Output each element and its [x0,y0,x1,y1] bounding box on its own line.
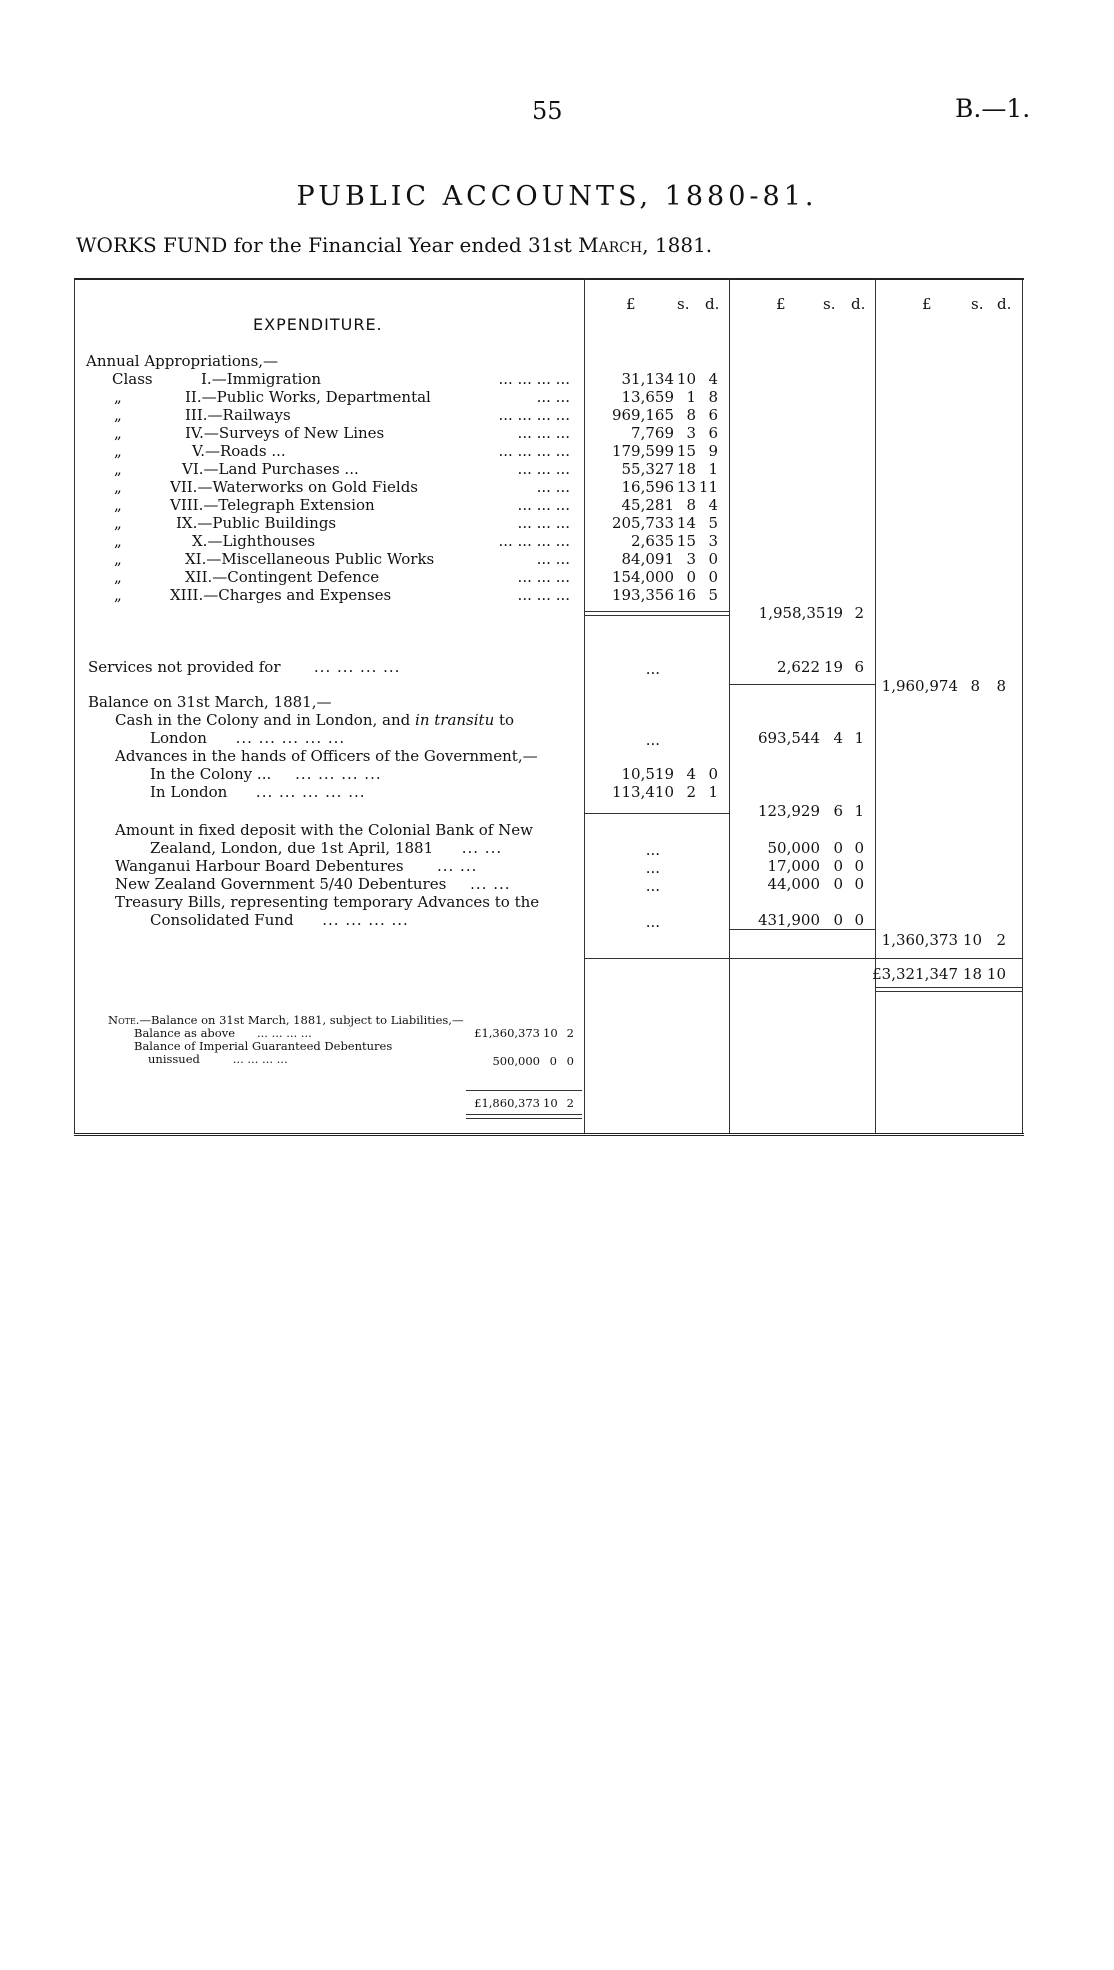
deposit-pounds: 50,000 [767,839,820,857]
note-total-pounds: £1,860,373 [474,1096,540,1110]
note-label: Note. [108,1013,140,1027]
note-total-shillings: 10 [543,1096,558,1110]
deposit-text: Zealand, London, due 1st April, 1881 [150,839,434,857]
balance-total-pence: 2 [996,931,1006,949]
wanganui-leader-dots: ... ... [436,857,478,875]
subtotal-pounds: 1,960,974 [881,677,958,695]
appropriation-leader-dots: ... ... ... ... [498,532,570,550]
appropriation-shillings: 8 [686,496,696,514]
appropriation-pounds: 55,327 [621,460,674,478]
appropriation-pounds: 84,091 [621,550,674,568]
wanganui-pence: 0 [854,857,864,875]
colony-leader-dots: ... ... ... ... [295,765,382,783]
appropriation-leader-dots: ... ... [536,388,570,406]
services-col1-dots: ... [645,660,660,678]
note-row1-pence: 2 [566,1026,574,1040]
appropriation-label: I.—Immigration [201,370,322,388]
wanganui-text: Wanganui Harbour Board Debentures [115,857,404,875]
appropriation-leader-dots: ... ... ... ... [498,370,570,388]
ditto-mark: „ [114,568,122,586]
note-row1-dots: ... ... ... ... [256,1026,312,1040]
col3-shilling-header: s. [971,295,984,313]
note-total-double-rule [466,1114,582,1119]
cash-label-line2 [150,729,345,747]
col3-pound-header: £ [922,295,932,313]
advances-total-shillings: 6 [833,802,843,820]
appropriation-pence: 1 [708,460,718,478]
appropriation-pounds: 2,635 [631,532,674,550]
appropriation-pence: 4 [708,496,718,514]
appropriation-pounds: 179,599 [611,442,674,460]
nzgov-text: New Zealand Government 5/40 Debentures [115,875,447,893]
appropriation-pence: 4 [708,370,718,388]
appropriation-pounds: 193,356 [611,586,674,604]
ditto-mark: „ [114,550,122,568]
expenditure-heading: EXPENDITURE. [253,315,383,334]
appropriation-leader-dots: ... ... ... [517,424,570,442]
appropriation-shillings: 3 [686,424,696,442]
appropriation-shillings: 13 [676,478,696,496]
cash-pence: 1 [854,729,864,747]
appropriation-pence: 5 [708,586,718,604]
table-bottom-rule [74,1133,1024,1136]
note-row2-text: unissued [148,1052,200,1066]
table-top-rule [74,278,1024,280]
deposit-leader-dots: ... ... [461,839,503,857]
london-text: In London [150,783,228,801]
note-row2-shillings: 0 [549,1054,557,1068]
appropriation-pounds: 16,596 [621,478,674,496]
nzgov-pounds: 44,000 [767,875,820,893]
london-label [150,783,366,801]
page-title: PUBLIC ACCOUNTS, 1880-81. [296,181,818,212]
deposit-shillings: 0 [833,839,843,857]
note-row2-pounds: 500,000 [492,1054,540,1068]
london-pence: 1 [708,783,718,801]
note-row1-pounds: £1,360,373 [474,1026,540,1040]
services-pounds: 2,622 [777,658,820,676]
appropriation-pounds: 205,733 [611,514,674,532]
treasury-pounds: 431,900 [757,911,820,929]
appropriation-leader-dots: ... ... ... ... [498,442,570,460]
deposit-col1-dots: ... [645,841,660,859]
colony-text: In the Colony ... [150,765,272,783]
column-rule-2 [729,279,730,1133]
london-shillings: 2 [686,783,696,801]
cash-text-a: Cash in the Colony and in London, and [115,711,411,729]
appropriation-pence: 11 [698,478,718,496]
appropriation-label: III.—Railways [185,406,291,424]
cash-label-line1 [115,711,514,729]
note-row1-shillings: 10 [543,1026,558,1040]
appropriation-shillings: 16 [676,586,696,604]
appropriation-leader-dots: ... ... ... ... [498,406,570,424]
appropriation-shillings: 10 [676,370,696,388]
appropriation-shillings: 15 [676,532,696,550]
colony-pounds: 10,519 [621,765,674,783]
appropriation-leader-dots: ... ... ... [517,460,570,478]
appropriation-label: X.—Lighthouses [192,532,316,550]
nzgov-pence: 0 [854,875,864,893]
services-total-rule [730,684,875,685]
col2-pence-header: d. [851,295,866,313]
appropriation-pounds: 31,134 [621,370,674,388]
cash-leader-dots: ... ... ... ... ... [235,729,346,747]
services-pence: 6 [854,658,864,676]
advances-total-pence: 1 [854,802,864,820]
nzgov-shillings: 0 [833,875,843,893]
appropriation-label: IX.—Public Buildings [176,514,337,532]
advances-total-pounds: 123,929 [757,802,820,820]
treasury-text: Consolidated Fund [150,911,294,929]
appropriation-leader-dots: ... ... [536,478,570,496]
london-leader-dots: ... ... ... ... ... [255,783,366,801]
london-pounds: 113,410 [611,783,674,801]
appropriation-pence: 0 [708,568,718,586]
services-label-text: Services not provided for [88,658,281,676]
page-number: 55 [532,97,563,125]
note-row2-dots: ... ... ... ... [232,1052,288,1066]
ditto-mark: „ [114,406,122,424]
appropriation-label: II.—Public Works, Departmental [185,388,431,406]
ditto-mark: „ [114,514,122,532]
wanganui-pounds: 17,000 [767,857,820,875]
appropriation-shillings: 3 [686,550,696,568]
services-leader-dots: ... ... ... ... [313,658,401,676]
advances-total-rule [585,813,729,814]
treasury-col1-dots: ... [645,913,660,931]
nzgov-col1-dots: ... [645,877,660,895]
treasury-label-line2 [150,911,409,929]
ditto-mark: „ [114,388,122,406]
appropriation-label: VII.—Waterworks on Gold Fields [170,478,418,496]
treasury-leader-dots: ... ... ... ... [322,911,409,929]
subtitle-year: , 1881. [642,233,713,257]
col1-pound-header: £ [626,295,636,313]
appropriation-pence: 6 [708,406,718,424]
appropriation-leader-dots: ... ... ... [517,568,570,586]
ditto-mark: „ [114,496,122,514]
services-shillings: 19 [823,658,843,676]
table-right-rule [1022,279,1023,1133]
subtotal-pence: 8 [996,677,1006,695]
ditto-mark: „ [114,478,122,496]
col3-pence-header: d. [997,295,1012,313]
wanganui-col1-dots: ... [645,859,660,877]
balance-total-pounds: 1,360,373 [881,931,958,949]
colony-label [150,765,382,783]
treasury-label-line1: Treasury Bills, representing temporary Advances to the [115,893,540,911]
subtitle-month: March [578,233,643,257]
appropriation-pence: 0 [708,550,718,568]
treasury-pence: 0 [854,911,864,929]
appropriation-label: V.—Roads ... [192,442,286,460]
class-word: Class [112,370,153,388]
balance-total-shillings: 10 [962,931,982,949]
note-row2-pence: 0 [566,1054,574,1068]
appropriation-leader-dots: ... ... ... [517,496,570,514]
advances-heading: Advances in the hands of Officers of the Government,— [115,747,538,765]
appropriation-pence: 6 [708,424,718,442]
col1-shilling-header: s. [677,295,690,313]
balance-heading: Balance on 31st March, 1881,— [88,693,332,711]
appropriation-pounds: 45,281 [621,496,674,514]
appropriation-pounds: 154,000 [611,568,674,586]
note-text: —Balance on 31st March, 1881, subject to Liabilities,— [139,1013,464,1027]
cash-text-london: London [150,729,207,747]
deposit-label-line2 [150,839,502,857]
appropriation-label: XI.—Miscellaneous Public Works [185,550,435,568]
appropriation-label: VIII.—Telegraph Extension [170,496,375,514]
appropriation-pence: 3 [708,532,718,550]
note-total-pence: 2 [566,1096,574,1110]
deposit-pence: 0 [854,839,864,857]
appropriation-pence: 9 [708,442,718,460]
appropriations-total-pounds: 1,958,351 [758,604,835,622]
appropriations-total-shillings: 9 [833,604,843,622]
document-reference: B.—1. [955,94,1031,123]
grand-total-pounds: £3,321,347 [872,965,958,983]
colony-pence: 0 [708,765,718,783]
colony-shillings: 4 [686,765,696,783]
wanganui-shillings: 0 [833,857,843,875]
cash-pounds: 693,544 [757,729,820,747]
appropriation-label: XIII.—Charges and Expenses [170,586,392,604]
appropriation-label: IV.—Surveys of New Lines [185,424,385,442]
appropriation-leader-dots: ... ... [536,550,570,568]
cash-text-c: to [499,711,515,729]
appropriation-label: XII.—Contingent Defence [185,568,380,586]
grand-total-pence: 10 [986,965,1006,983]
appropriation-pounds: 13,659 [621,388,674,406]
appropriation-pence: 8 [708,388,718,406]
ditto-mark: „ [114,424,122,442]
appropriations-total-rule [585,611,729,616]
col1-pence-header: d. [705,295,720,313]
appropriation-pounds: 7,769 [631,424,674,442]
appropriation-shillings: 18 [676,460,696,478]
cash-text-italic: in transitu [415,711,495,729]
column-rule-1 [584,279,585,1133]
subtotal-shillings: 8 [970,677,980,695]
subtitle-text: WORKS FUND for the Financial Year ended 31st [76,233,572,257]
appropriation-shillings: 15 [676,442,696,460]
ditto-mark: „ [114,460,122,478]
ditto-mark: „ [114,532,122,550]
cash-shillings: 4 [833,729,843,747]
appropriation-leader-dots: ... ... ... [517,586,570,604]
treasury-shillings: 0 [833,911,843,929]
appropriation-shillings: 1 [686,388,696,406]
wanganui-label [115,857,477,875]
col2-pound-header: £ [776,295,786,313]
nzgov-label [115,875,511,893]
appropriation-shillings: 0 [686,568,696,586]
note-row2-label2 [148,1053,288,1066]
appropriation-pence: 5 [708,514,718,532]
note-row1-text: Balance as above [134,1026,236,1040]
nzgov-leader-dots: ... ... [470,875,511,893]
appropriations-total-pence: 2 [854,604,864,622]
cash-col1-dots: ... [645,731,660,749]
note-total-top-rule [466,1090,582,1091]
appropriation-shillings: 14 [676,514,696,532]
grand-total-double-rule [876,987,1022,992]
appropriation-label: VI.—Land Purchases ... [182,460,359,478]
services-label [88,658,400,676]
balance-total-rule [730,929,875,930]
grand-total-top-rule [585,958,1022,959]
appropriation-pounds: 969,165 [611,406,674,424]
ditto-mark: „ [114,586,122,604]
appropriation-leader-dots: ... ... ... [517,514,570,532]
table-subtitle [76,233,712,257]
note-row2-label1: Balance of Imperial Guaranteed Debentures [134,1039,393,1053]
appropriation-shillings: 8 [686,406,696,424]
grand-total-shillings: 18 [962,965,982,983]
col2-shilling-header: s. [823,295,836,313]
ditto-mark: „ [114,442,122,460]
appropriations-heading: Annual Appropriations,— [86,352,279,370]
column-rule-3 [875,279,876,1133]
deposit-label-line1: Amount in fixed deposit with the Colonial Bank of New [115,821,533,839]
